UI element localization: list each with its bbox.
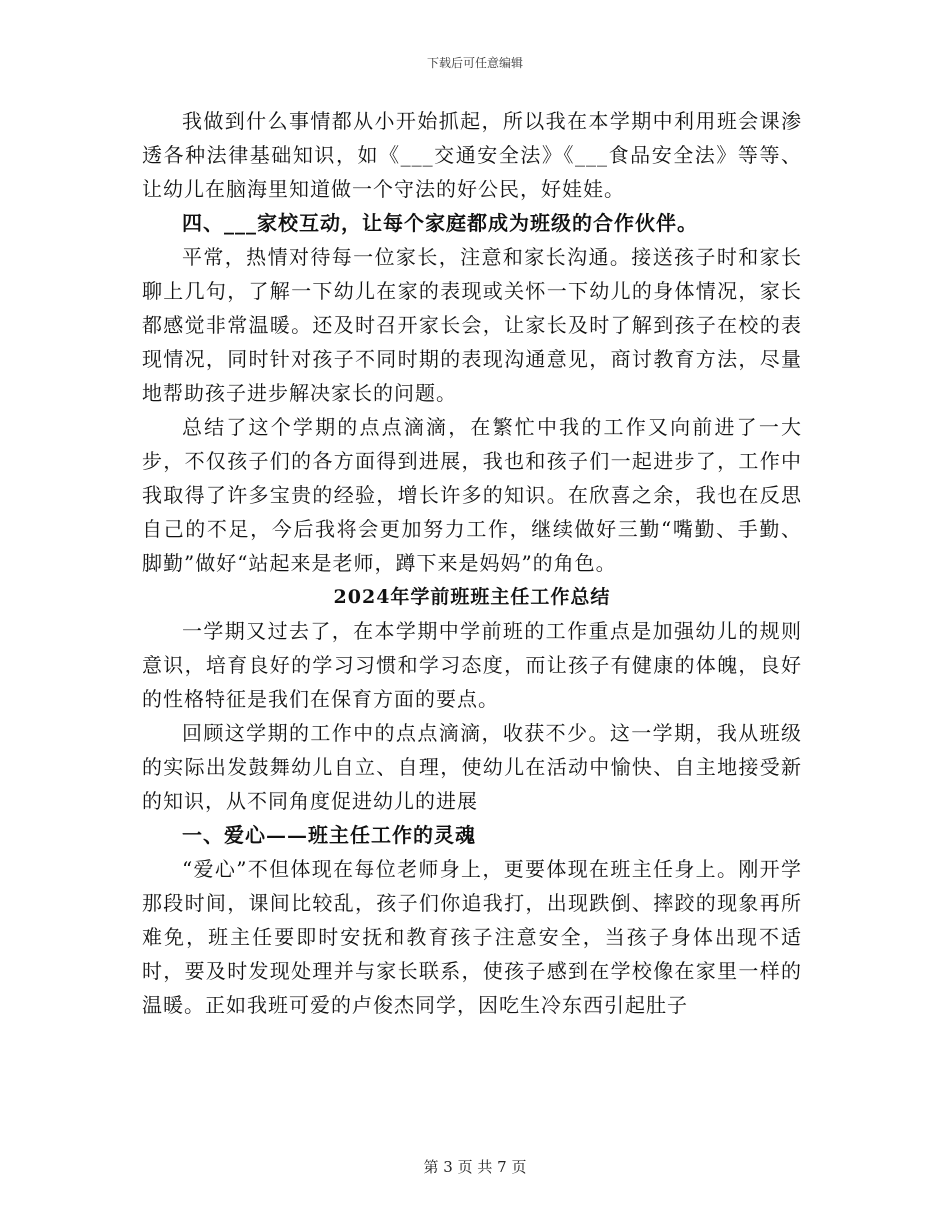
- paragraph-semester-focus: 一学期又过去了，在本学期中学前班的工作重点是加强幼儿的规则意识，培育良好的学习习惯和学习态度，而让孩子有健康的体魄，良好的性格特征是我们在保育方面的要点。: [142, 619, 802, 711]
- heading-love: 一、爱心——班主任工作的灵魂: [182, 823, 476, 847]
- paragraph-parent-communication: 平常，热情对待每一位家长，注意和家长沟通。接送孩子时和家长聊上几句，了解一下幼儿在家的表现或关怀一下幼儿的身体情况，家长都感觉非常温暖。还及时召开家长会，让家长及时了解到孩子在校的表现情况，同时针对孩子不同时期的表现沟通意见，商讨教育方法，尽量地帮助孩子进步解决家长的问题。: [142, 245, 802, 405]
- paragraph-review: 回顾这学期的工作中的点点滴滴，收获不少。这一学期，我从班级的实际出发鼓舞幼儿自立、自理，使幼儿在活动中愉快、自主地接受新的知识，从不同角度促进幼儿的进展: [142, 721, 802, 813]
- paragraph-law-education: 我做到什么事情都从小开始抓起，所以我在本学期中利用班会课渗透各种法律基础知识，如《___交通安全法》《___食品安全法》等等、让幼儿在脑海里知道做一个守法的好公民，好娃娃。: [142, 109, 802, 201]
- document-body: [142, 104, 802, 1022]
- heading-home-school-interaction: 四、___家校互动，让每个家庭都成为班级的合作伙伴。: [182, 211, 698, 235]
- page-footer: 第 3 页 共 7 页: [423, 1158, 527, 1176]
- document-title: 2024年学前班班主任工作总结: [333, 586, 611, 608]
- paragraph-semester-summary: 总结了这个学期的点点滴滴，在繁忙中我的工作又向前进了一大步，不仅孩子们的各方面得到进展，我也和孩子们一起进步了，工作中我取得了许多宝贵的经验，增长许多的知识。在欣喜之余，我也在反思自己的不足，今后我将会更加努力工作，继续做好三勤“嘴勤、手勤、脚勤”做好“站起来是老师，蹲下来是妈妈”的角色。: [142, 415, 802, 575]
- paragraph-love: “爱心”不但体现在每位老师身上，更要体现在班主任身上。刚开学那段时间，课间比较乱，孩子们你追我打，出现跌倒、摔跤的现象再所难免，班主任要即时安抚和教育孩子注意安全，当孩子身体出现不适时，要及时发现处理并与家长联系，使孩子感到在学校像在家里一样的温暖。正如我班可爱的卢俊杰同学，因吃生冷东西引起肚子: [142, 857, 802, 1017]
- page-header: 下载后可任意编辑: [426, 56, 523, 70]
